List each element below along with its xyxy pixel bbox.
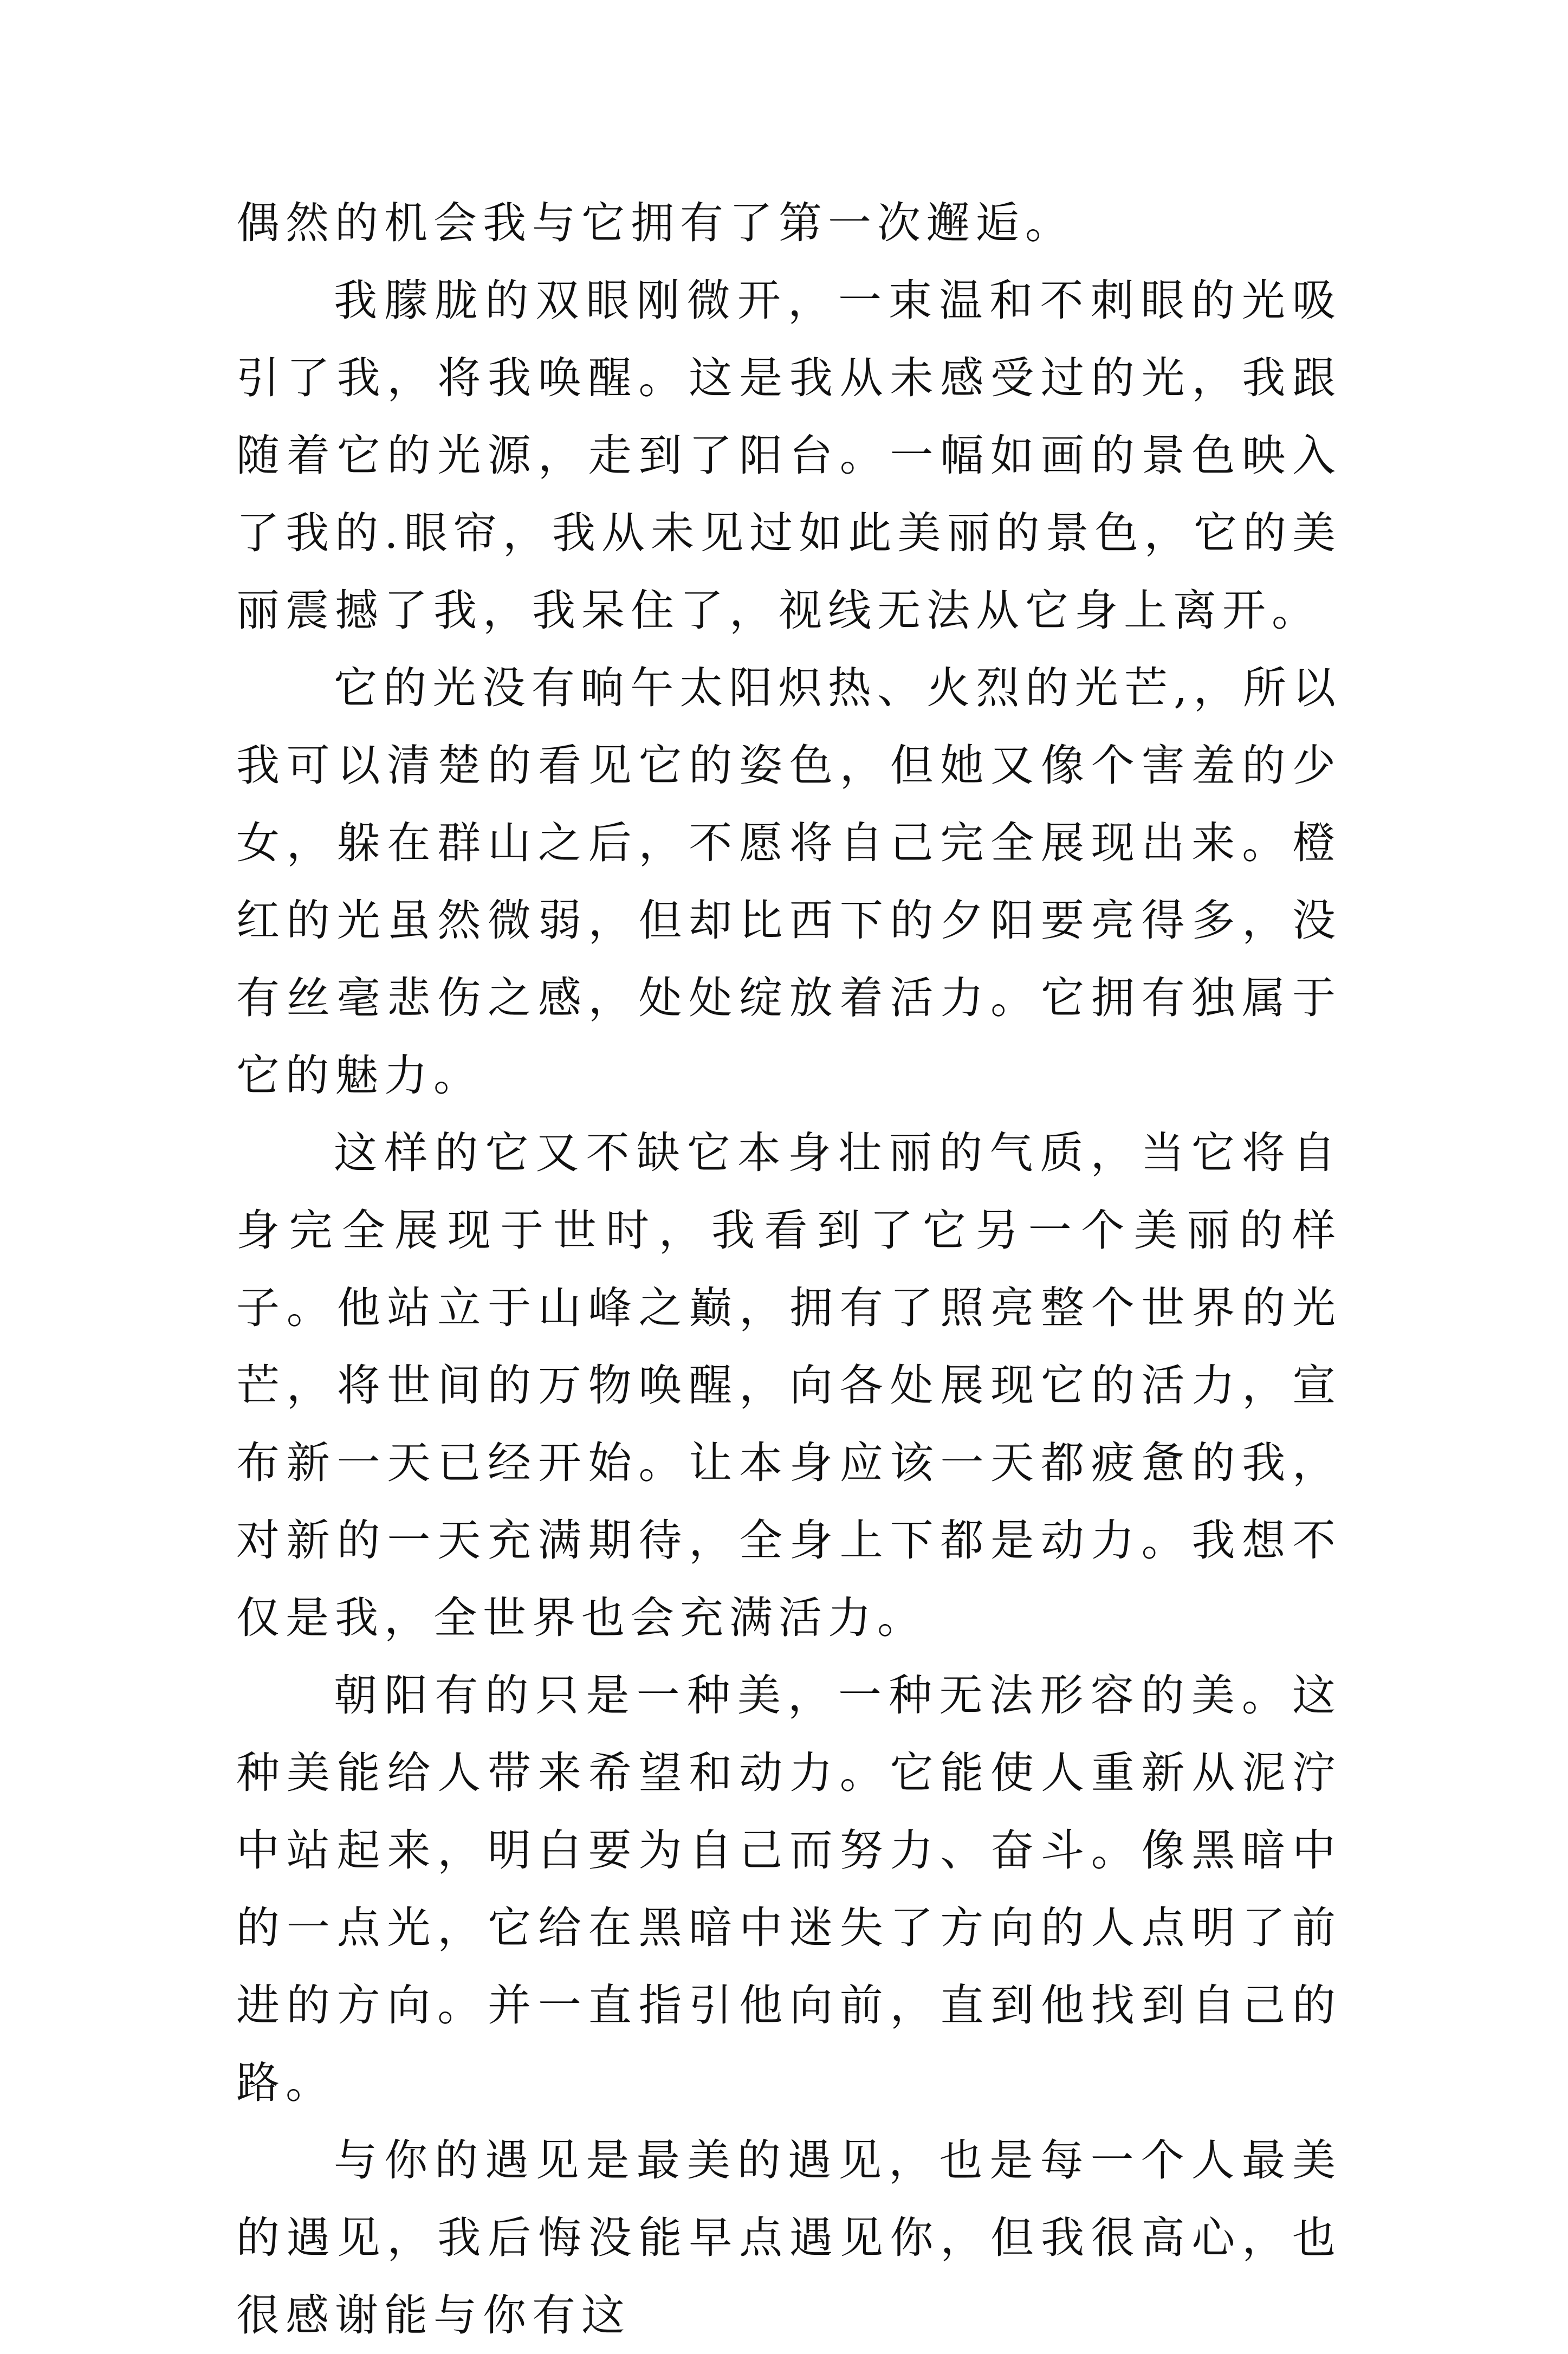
paragraph-2: 我朦胧的双眼刚微开，一束温和不刺眼的光吸引了我，将我唤醒。这是我从未感受过的光，我跟随着它的光源，走到了阳台。一幅如画的景色映入了我的.眼帘，我从未见过如此美丽的景色，它的美丽震撼了我，我呆住了，视线无法从它身上离开。 xyxy=(236,275,1342,636)
paragraph-3: 它的光没有晌午太阳炽热、火烈的光芒,，所以我可以清楚的看见它的姿色，但她又像个害羞的少女，躲在群山之后，不愿将自己完全展现出来。橙红的光虽然微弱，但却比西下的夕阳要亮得多，没有丝毫悲伤之感，处处绽放着活力。它拥有独属于它的魅力。 xyxy=(236,663,1342,1101)
paragraph-6: 与你的遇见是最美的遇见，也是每一个人最美的遇见，我后悔没能早点遇见你，但我很高心，也很感谢能与你有这 xyxy=(236,2135,1342,2340)
paragraph-4: 这样的它又不缺它本身壮丽的气质，当它将自身完全展现于世时，我看到了它另一个美丽的样子。他站立于山峰之巅，拥有了照亮整个世界的光芒，将世间的万物唤醒，向各处展现它的活力，宣布新一天已经开始。让本身应该一天都疲惫的我，对新的一天充满期待，全身上下都是动力。我想不仅是我，全世界也会充满活力。 xyxy=(236,1128,1342,1643)
document-body xyxy=(236,184,1342,2354)
paragraph-1: 偶然的机会我与它拥有了第一次邂逅。 xyxy=(236,198,1074,248)
paragraph-5: 朝阳有的只是一种美，一种无法形容的美。这种美能给人带来希望和动力。它能使人重新从泥泞中站起来，明白要为自己而努力、奋斗。像黑暗中的一点光，它给在黑暗中迷失了方向的人点明了前进的方向。并一直指引他向前，直到他找到自己的路。 xyxy=(236,1670,1342,2108)
